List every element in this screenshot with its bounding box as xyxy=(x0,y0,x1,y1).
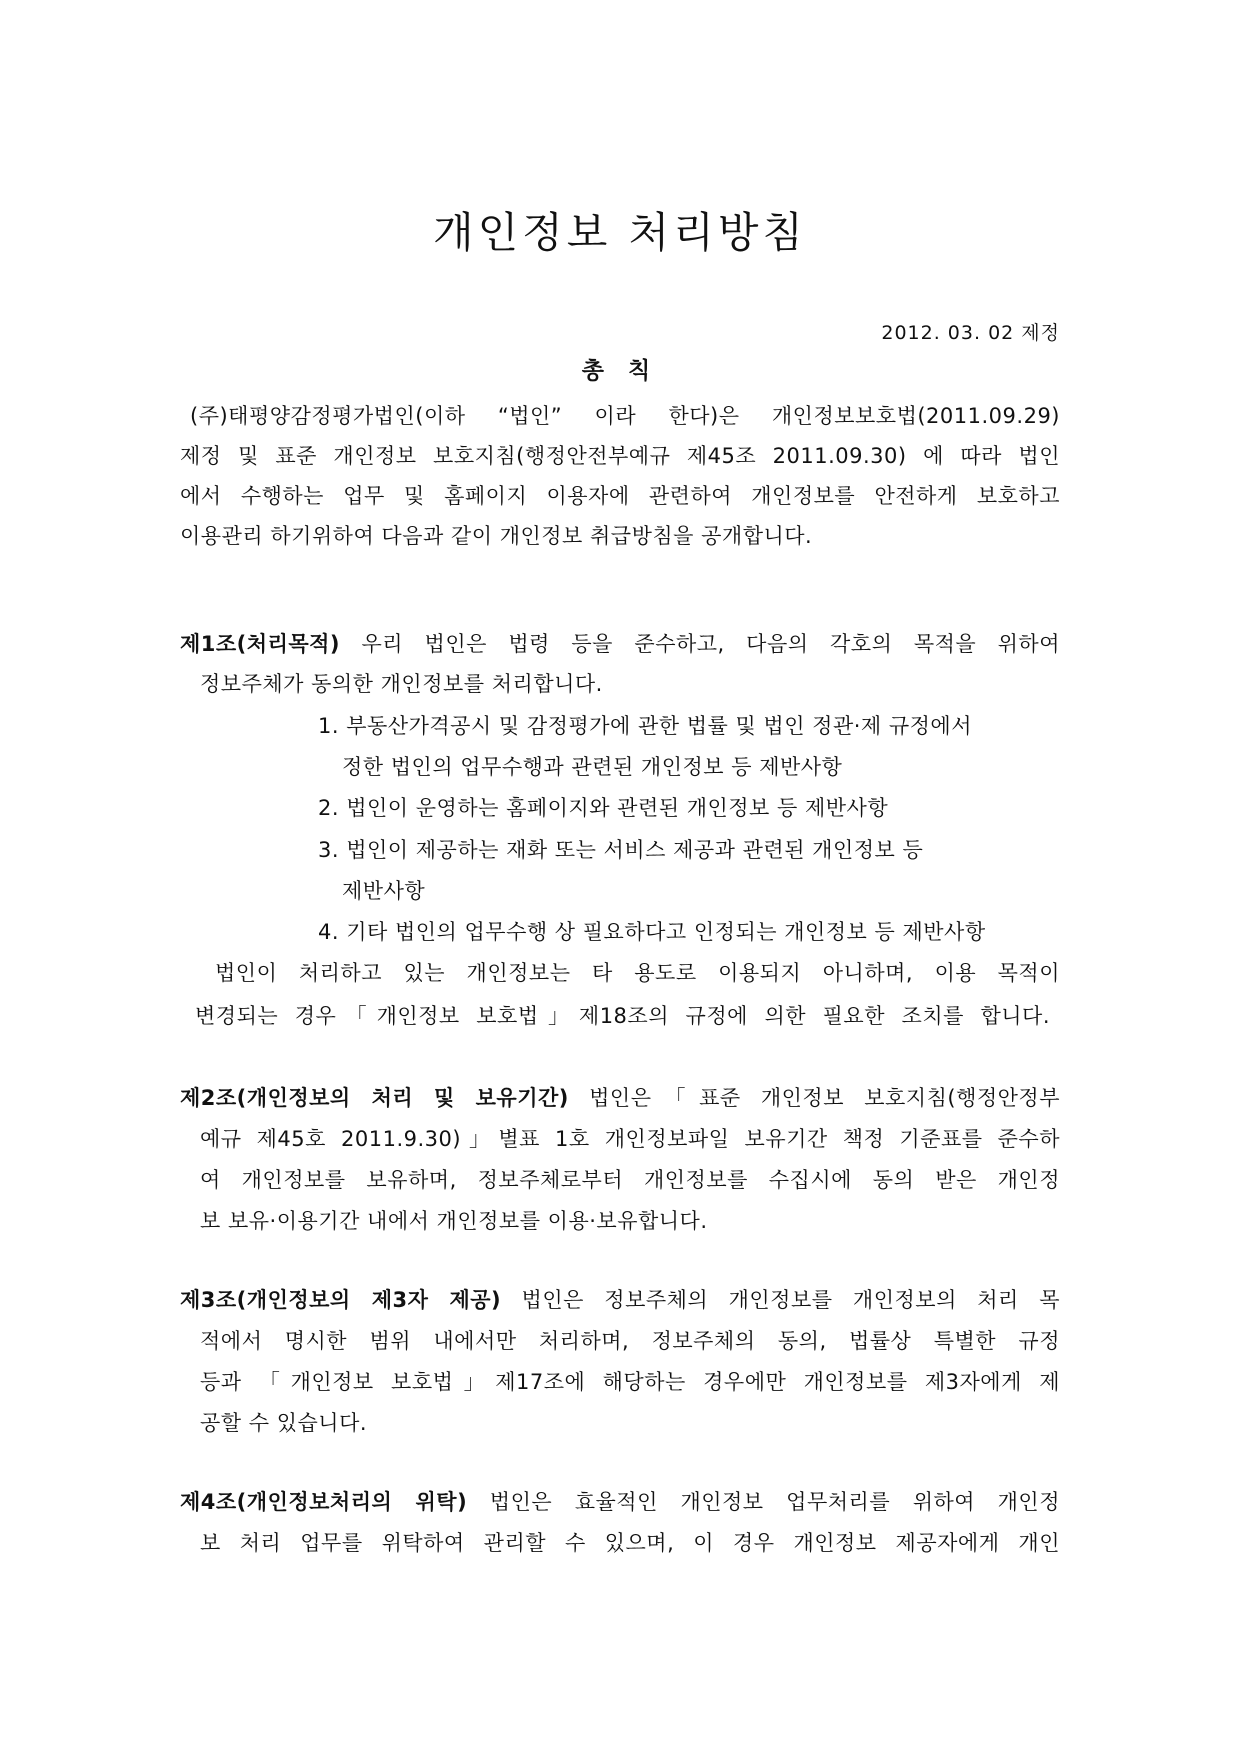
article-1-closing-line: 법인이 처리하고 있는 개인정보는 타 용도로 이용되지 아니하며, 이용 목적이 xyxy=(215,961,1060,985)
article-3-line: 등과 「개인정보 보호법」제17조에 해당하는 경우에만 개인정보를 제3자에게 제 xyxy=(200,1370,1060,1394)
page-title: 개인정보 처리방침 xyxy=(433,208,807,257)
article-1-closing-line: 변경되는 경우「개인정보 보호법」제18조의 규정에 의한 필요한 조치를 합니다. xyxy=(195,1004,1050,1028)
article-1-item: 2. 법인이 운영하는 홈페이지와 관련된 개인정보 등 제반사항 xyxy=(318,796,889,820)
article-2-first-line xyxy=(180,1082,1060,1112)
article-4-line: 보 처리 업무를 위탁하여 관리할 수 있으며, 이 경우 개인정보 제공자에게 개인 xyxy=(200,1531,1060,1555)
article-3-line: 적에서 명시한 범위 내에서만 처리하며, 정보주체의 동의, 법률상 특별한 규정 xyxy=(200,1329,1060,1353)
article-3-text: 법인은 정보주체의 개인정보를 개인정보의 처리 목 xyxy=(521,1288,1060,1312)
enactment-date: 2012. 03. 02 제정 xyxy=(881,322,1060,344)
intro-line: 제정 및 표준 개인정보 보호지침(행정안전부예규 제45조 2011.09.30) 에 따라 법인 xyxy=(180,444,1060,468)
article-3-line: 공할 수 있습니다. xyxy=(200,1411,368,1435)
article-1-first-line xyxy=(180,628,1060,658)
intro-line: 이용관리 하기위하여 다음과 같이 개인정보 취급방침을 공개합니다. xyxy=(180,524,813,548)
article-1-item-continuation: 제반사항 xyxy=(342,879,426,903)
article-4-first-line xyxy=(180,1486,1060,1516)
article-2-line: 예규 제45호 2011.9.30)」별표 1호 개인정보파일 보유기간 책정 기준표를 준수하 xyxy=(200,1127,1060,1151)
intro-line: 에서 수행하는 업무 및 홈페이지 이용자에 관련하여 개인정보를 안전하게 보호하고 xyxy=(180,484,1060,508)
article-2-heading: 제2조(개인정보의 처리 및 보유기간) xyxy=(180,1086,569,1110)
article-1-item-continuation: 정한 법인의 업무수행과 관련된 개인정보 등 제반사항 xyxy=(342,755,843,779)
article-1-text: 우리 법인은 법령 등을 준수하고, 다음의 각호의 목적을 위하여 xyxy=(361,632,1060,656)
article-1-heading: 제1조(처리목적) xyxy=(180,632,341,656)
article-3-heading: 제3조(개인정보의 제3자 제공) xyxy=(180,1288,502,1312)
article-1-line: 정보주체가 동의한 개인정보를 처리합니다. xyxy=(200,672,603,696)
article-3-first-line xyxy=(180,1284,1060,1314)
article-4-text: 법인은 효율적인 개인정보 업무처리를 위하여 개인정 xyxy=(489,1490,1061,1514)
intro-line: (주)태평양감정평가법인(이하 “법인” 이라 한다)은 개인정보보호법(2011.09.29) xyxy=(190,404,1060,428)
article-1-item: 4. 기타 법인의 업무수행 상 필요하다고 인정되는 개인정보 등 제반사항 xyxy=(318,920,986,944)
article-2-text: 법인은「표준 개인정보 보호지침(행정안정부 xyxy=(589,1086,1060,1110)
article-2-line: 여 개인정보를 보유하며, 정보주체로부터 개인정보를 수집시에 동의 받은 개인정 xyxy=(200,1168,1060,1192)
article-4-heading: 제4조(개인정보처리의 위탁) xyxy=(180,1490,468,1514)
general-provisions-heading: 총 칙 xyxy=(581,358,659,384)
article-2-line: 보 보유·이용기간 내에서 개인정보를 이용·보유합니다. xyxy=(200,1209,708,1233)
article-1-item: 1. 부동산가격공시 및 감정평가에 관한 법률 및 법인 정관·제 규정에서 xyxy=(318,714,973,738)
article-1-item: 3. 법인이 제공하는 재화 또는 서비스 제공과 관련된 개인정보 등 xyxy=(318,838,924,862)
